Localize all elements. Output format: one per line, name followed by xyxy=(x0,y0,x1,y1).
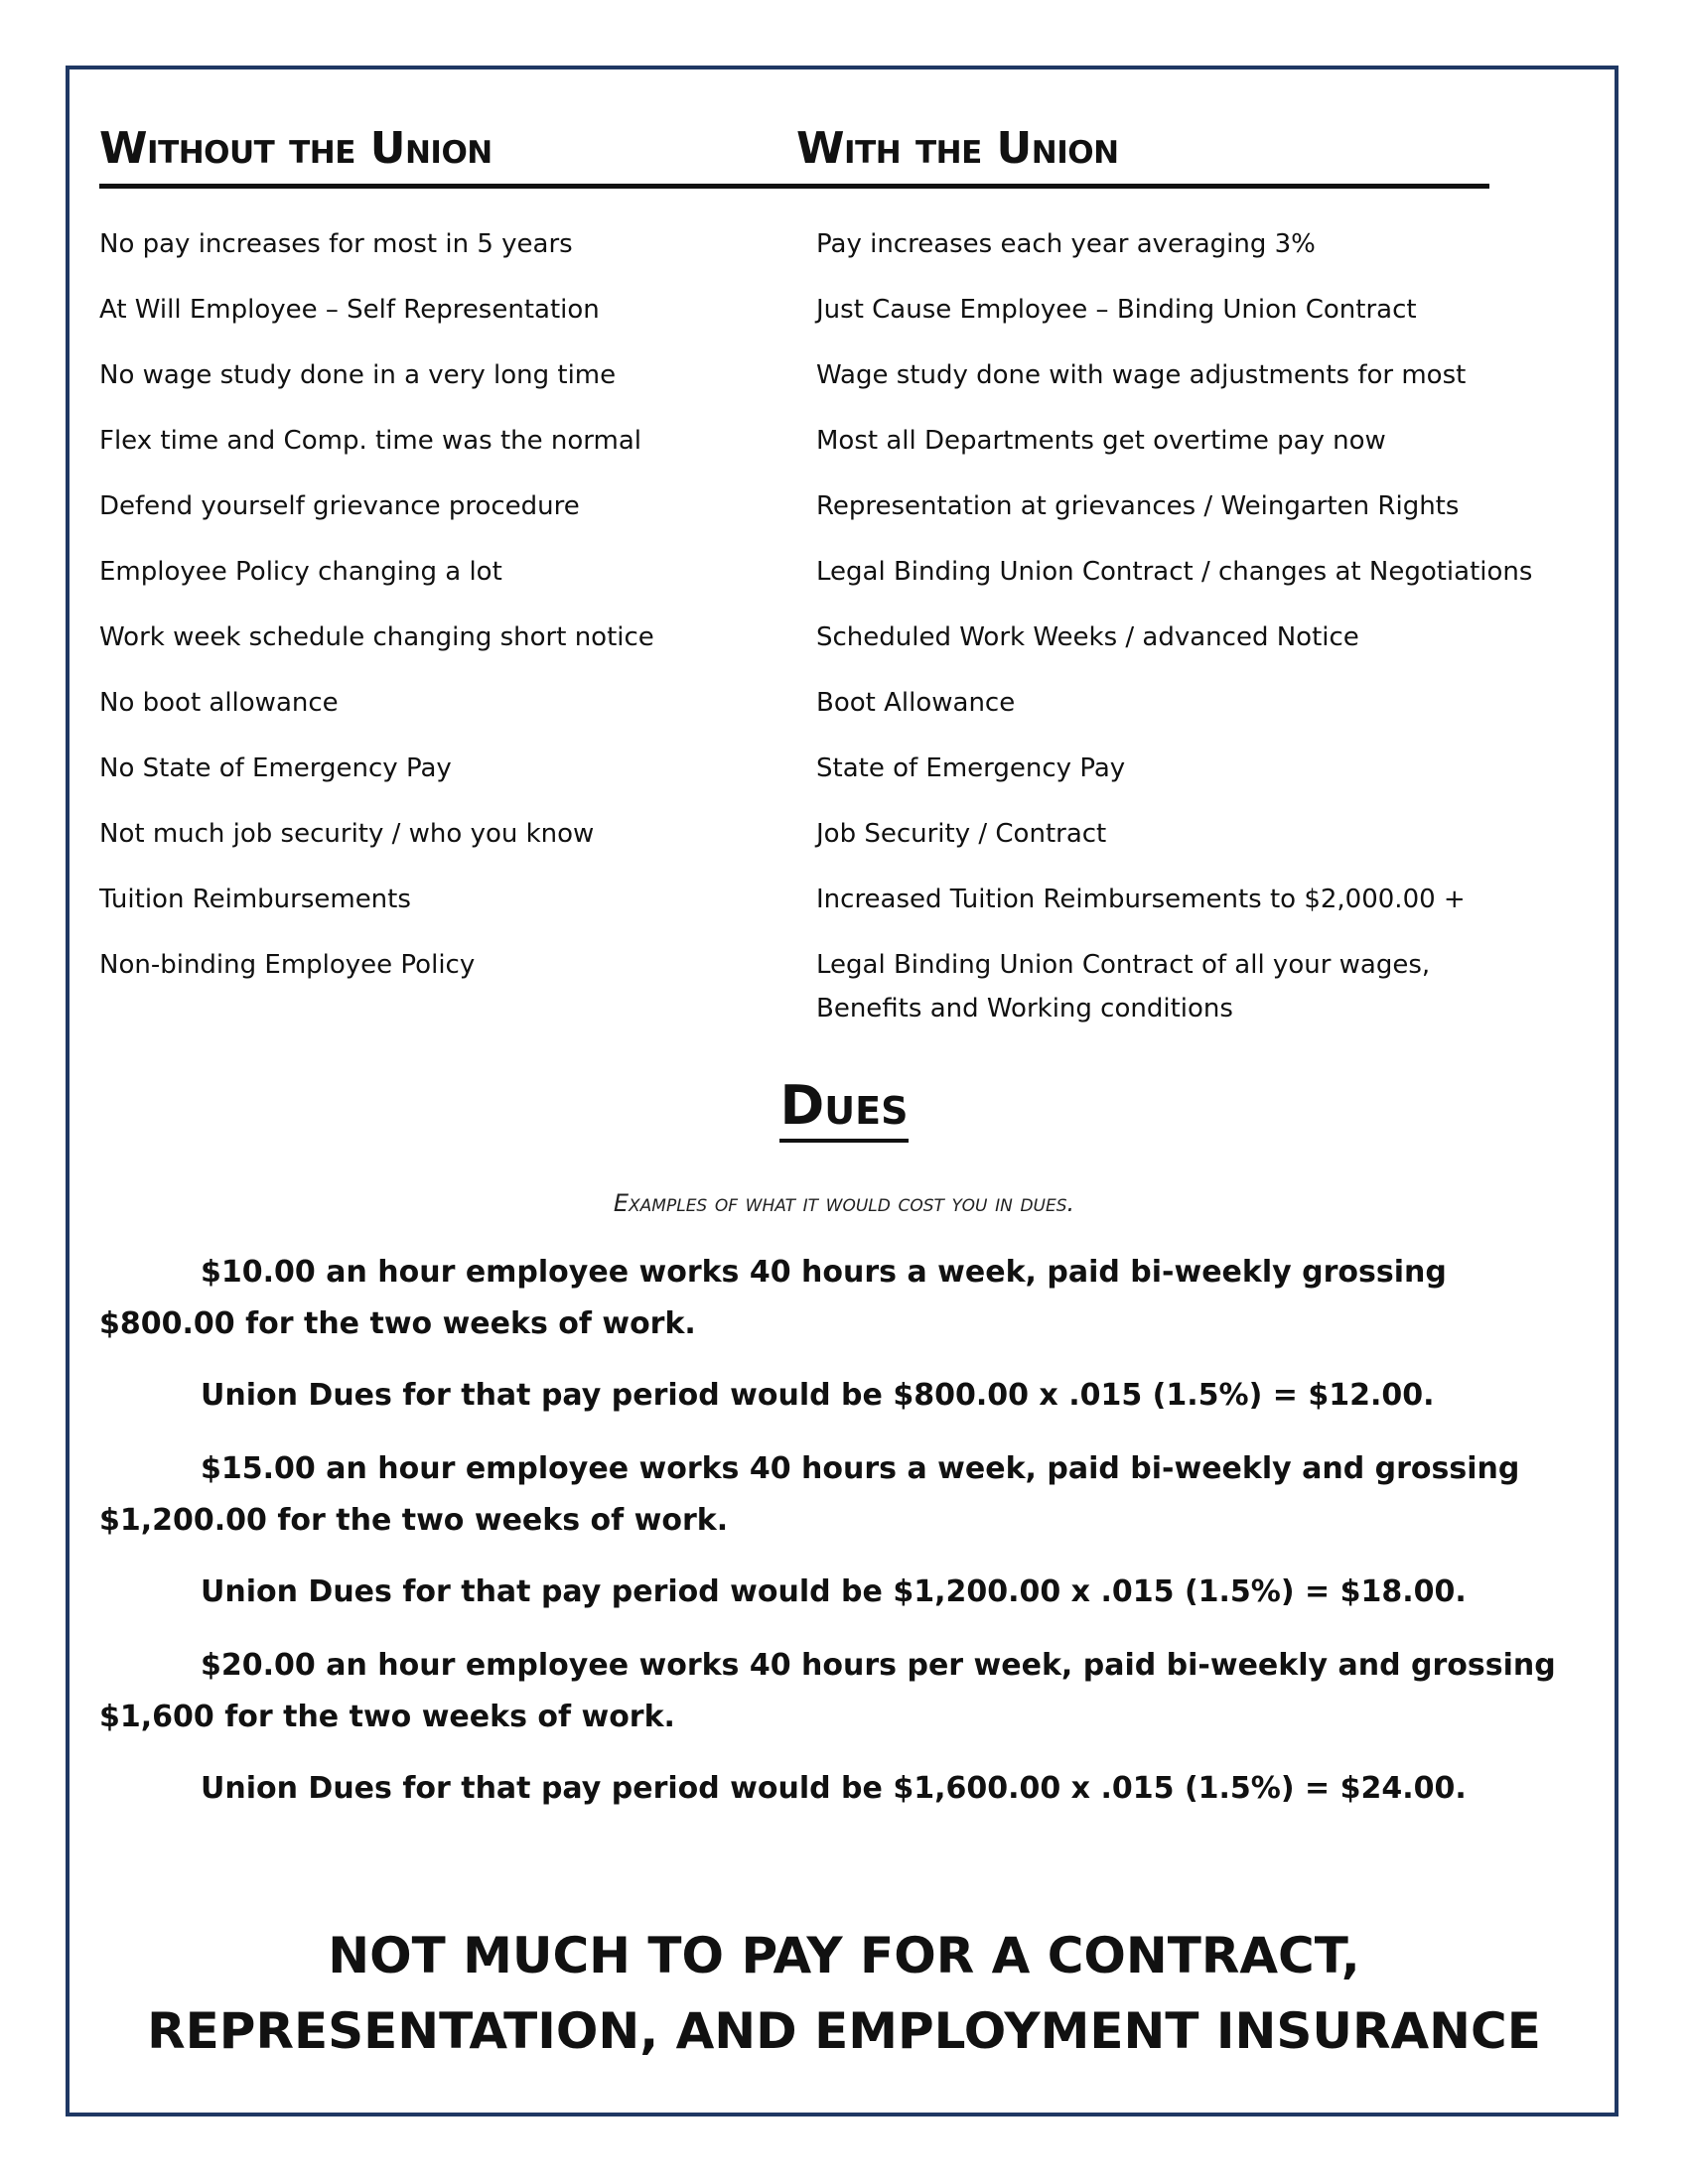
dues-example-sentence: $10.00 an hour employee works 40 hours a week, paid bi-weekly grossing $800.00 for the two weeks of work. xyxy=(99,1255,1447,1341)
with-item: Just Cause Employee – Binding Union Contract xyxy=(816,295,1417,325)
with-item: Legal Binding Union Contract / changes at Negotiations xyxy=(816,557,1533,587)
dues-example-result: Union Dues for that pay period would be $1,200.00 x .015 (1.5%) = $18.00. xyxy=(201,1574,1467,1609)
dues-example-sentence: $20.00 an hour employee works 40 hours per week, paid bi-weekly and grossing $1,600 for the two weeks of work. xyxy=(99,1648,1556,1734)
dues-example-sentence: $15.00 an hour employee works 40 hours a week, paid bi-weekly and grossing $1,200.00 for the two weeks of work. xyxy=(99,1451,1520,1538)
without-item: Not much job security / who you know xyxy=(99,819,595,849)
with-item: State of Emergency Pay xyxy=(816,753,1126,783)
with-item: Legal Binding Union Contract of all your wages, Benefits and Working conditions xyxy=(816,950,1431,1024)
without-union-heading: Without the Union xyxy=(99,123,492,174)
without-item: No boot allowance xyxy=(99,688,339,718)
without-union-list xyxy=(99,222,794,1009)
without-item: Work week schedule changing short notice xyxy=(99,622,654,652)
with-union-heading: With the Union xyxy=(796,123,1119,174)
closing-line-1: NOT MUCH TO PAY FOR A CONTRACT, xyxy=(328,1927,1360,1984)
without-item: Non-binding Employee Policy xyxy=(99,950,476,980)
dues-examples xyxy=(99,1247,1589,1837)
with-item: Job Security / Contract xyxy=(816,819,1107,849)
dues-heading-text: Dues xyxy=(779,1074,908,1143)
dues-heading xyxy=(0,1066,1688,1146)
with-item: Boot Allowance xyxy=(816,688,1016,718)
without-item: Flex time and Comp. time was the normal xyxy=(99,426,642,456)
without-item: Tuition Reimbursements xyxy=(99,885,411,914)
without-item: At Will Employee – Self Representation xyxy=(99,295,600,325)
with-item: Representation at grievances / Weingarten Rights xyxy=(816,491,1460,521)
without-item: Employee Policy changing a lot xyxy=(99,557,502,587)
closing-line-2: REPRESENTATION, AND EMPLOYMENT INSURANCE xyxy=(147,2002,1541,2060)
comparison-header xyxy=(99,114,1489,189)
without-item: No wage study done in a very long time xyxy=(99,360,617,390)
without-item: No pay increases for most in 5 years xyxy=(99,229,573,259)
with-item: Wage study done with wage adjustments for most xyxy=(816,360,1467,390)
with-item: Pay increases each year averaging 3% xyxy=(816,229,1316,259)
with-item: Scheduled Work Weeks / advanced Notice xyxy=(816,622,1359,652)
dues-example-result: Union Dues for that pay period would be $1,600.00 x .015 (1.5%) = $24.00. xyxy=(201,1771,1467,1806)
closing-statement xyxy=(0,1918,1688,2069)
without-item: No State of Emergency Pay xyxy=(99,753,452,783)
with-union-list xyxy=(816,222,1611,1030)
with-item: Increased Tuition Reimbursements to $2,000.00 + xyxy=(816,885,1466,914)
dues-subtitle: Examples of what it would cost you in dues. xyxy=(613,1189,1075,1217)
without-item: Defend yourself grievance procedure xyxy=(99,491,580,521)
with-item: Most all Departments get overtime pay now xyxy=(816,426,1386,456)
dues-example-result: Union Dues for that pay period would be $800.00 x .015 (1.5%) = $12.00. xyxy=(201,1378,1435,1413)
